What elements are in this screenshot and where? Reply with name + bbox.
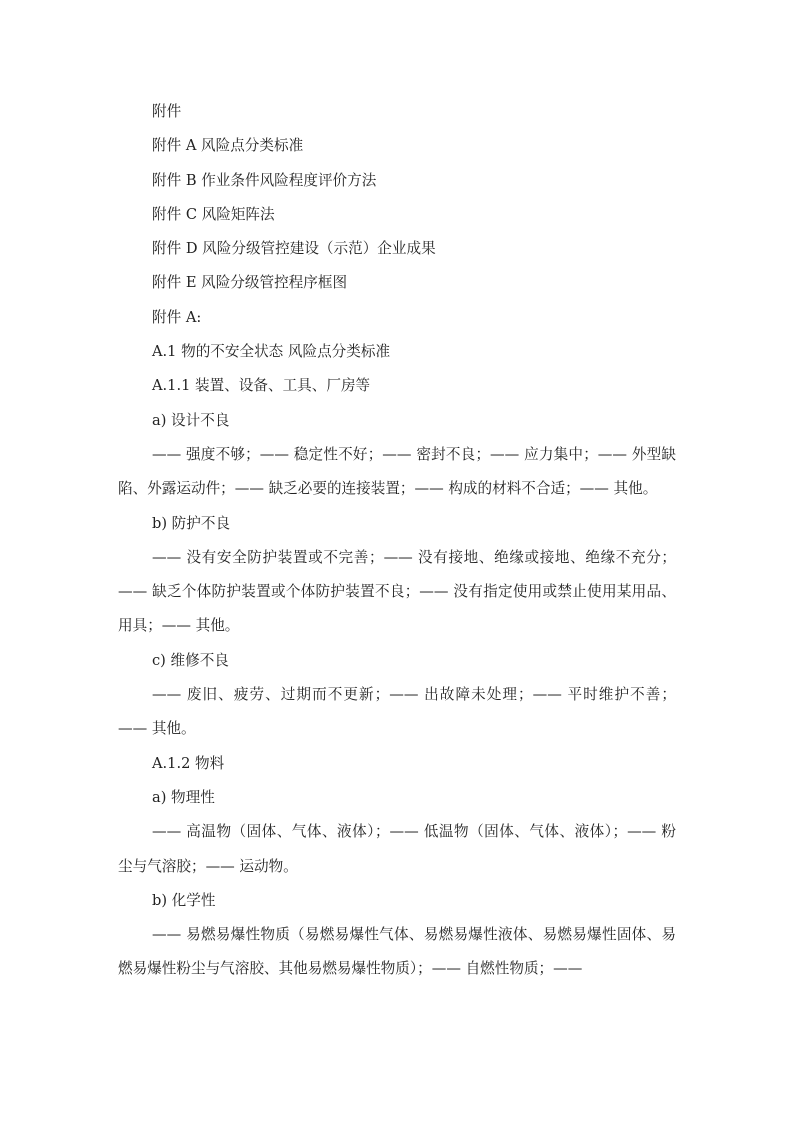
item-a-physical-heading: a) 物理性 xyxy=(152,788,215,806)
attachment-a-heading: 附件 A: xyxy=(152,308,202,326)
attachments-heading: 附件 xyxy=(152,103,182,120)
attachment-c-title: 附件 C 风险矩阵法 xyxy=(152,205,275,223)
item-a-physical-text: —— 高温物（固体、气体、液体）；—— 低温物（固体、气体、液体）；—— 粉尘与气溶胶；—— 运动物。 xyxy=(118,823,676,875)
attachment-e-title: 附件 E 风险分级管控程序框图 xyxy=(152,274,348,292)
attachment-b-title: 附件 B 作业条件风险程度评价方法 xyxy=(152,171,377,189)
item-a-design-text: —— 强度不够；—— 稳定性不好；—— 密封不良；—— 应力集中；—— 外型缺陷、外露运动件；—— 缺乏必要的连接装置；—— 构成的材料不合适；—— 其他。 xyxy=(118,445,676,498)
item-a-design-heading: a) 设计不良 xyxy=(152,411,230,429)
attachment-a-title: 附件 A 风险点分类标准 xyxy=(152,137,304,155)
item-b-protection-heading: b) 防护不良 xyxy=(152,514,231,532)
item-b-chemical-text: —— 易燃易爆性物质（易燃易爆性气体、易燃易爆性液体、易燃易爆性固体、易燃易爆性粉尘与气溶胶、其他易燃易爆性物质）；—— 自燃性物质；—— xyxy=(118,926,676,978)
document-page xyxy=(118,95,676,987)
section-a12-heading: A.1.2 物料 xyxy=(152,754,225,772)
item-c-maintenance-text: —— 废旧、疲劳、过期而不更新；—— 出故障未处理；—— 平时维护不善；—— 其他。 xyxy=(118,686,676,738)
item-b-chemical-heading: b) 化学性 xyxy=(152,891,216,909)
item-b-protection-text: —— 没有安全防护装置或不完善；—— 没有接地、绝缘或接地、绝缘不充分；—— 缺乏个体防护装置或个体防护装置不良；—— 没有指定使用或禁止使用某用品、用具；—— 其他。 xyxy=(118,548,676,635)
section-a1-heading: A.1 物的不安全状态 风险点分类标准 xyxy=(152,343,391,361)
attachment-d-title: 附件 D 风险分级管控建设（示范）企业成果 xyxy=(152,240,436,258)
item-c-maintenance-heading: c) 维修不良 xyxy=(152,651,229,669)
section-a11-heading: A.1.1 装置、设备、工具、厂房等 xyxy=(152,377,371,395)
